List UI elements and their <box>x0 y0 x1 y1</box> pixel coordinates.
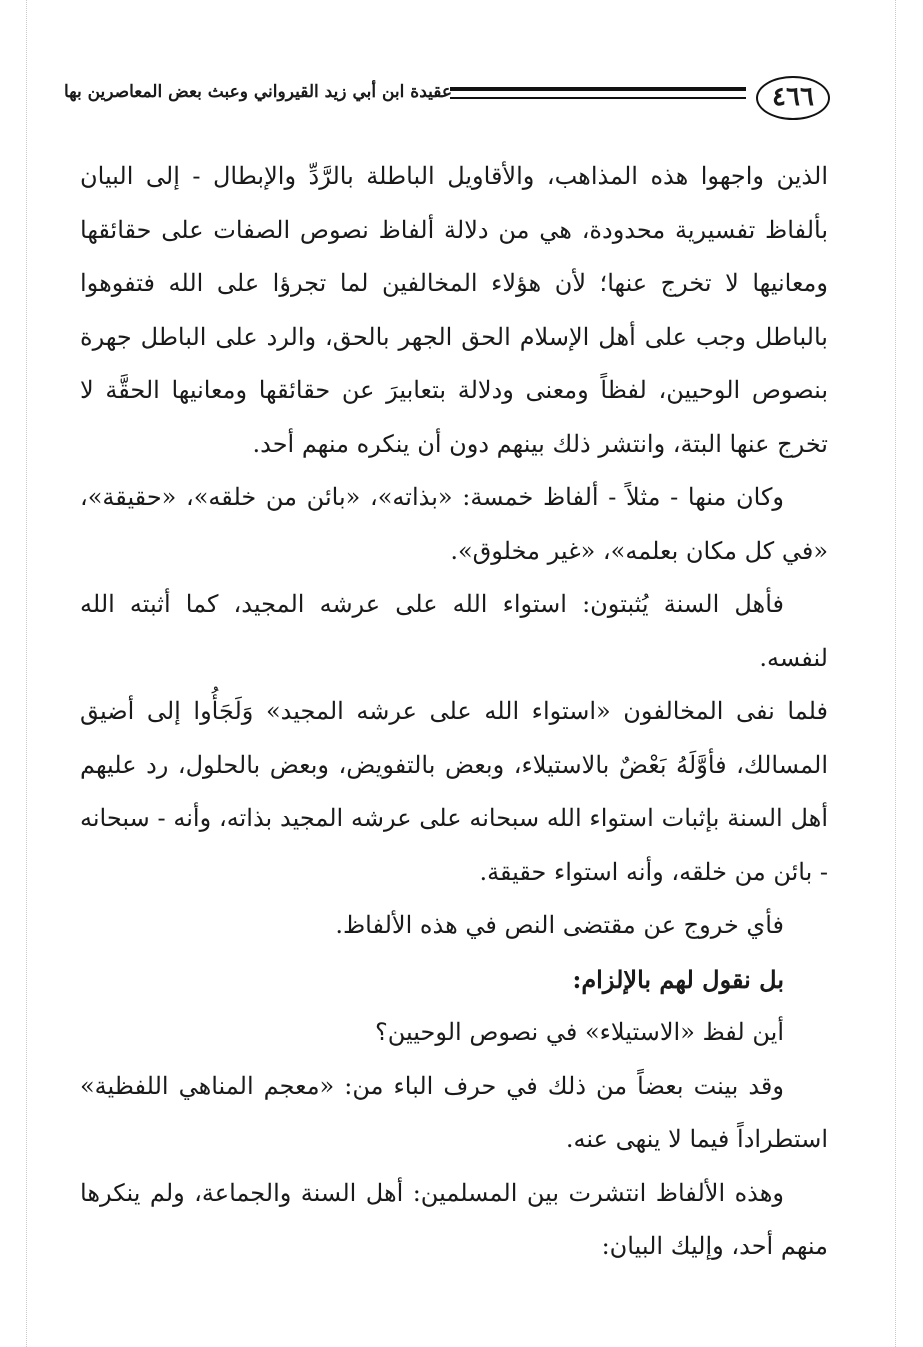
paragraph: فأهل السنة يُثبتون: استواء الله على عرشه المجيد، كما أثبته الله لنفسه. <box>80 590 828 672</box>
paragraph: بل نقول لهم بالإلزام: <box>572 964 784 994</box>
paragraph: فأي خروج عن مقتضى النص في هذه الألفاظ. <box>335 911 784 939</box>
header-rule <box>450 87 746 99</box>
scan-edge-right <box>895 0 896 1347</box>
paragraph: وكان منها - مثلاً - ألفاظ خمسة: «بذاته»، «بائن من خلقه»، «حقيقة»، «في كل مكان بعلمه»، «غير مخلوق». <box>80 483 828 565</box>
paragraph: فلما نفى المخالفون «استواء الله على عرشه المجيد» وَلَجَأُوا إلى أضيق المسالك، فأوَّلَهُ بَعْضٌ بالاستيلاء، وبعض بالتفويض، وبعض بالحلول، رد عليهم أهل السنة بإثبات استواء الله سبحانه على عرشه المجيد بذاته، وأنه - سبحانه - بائن من خلقه، وأنه استواء حقيقة. <box>80 697 829 886</box>
paragraph: وهذه الألفاظ انتشرت بين المسلمين: أهل السنة والجماعة، ولم ينكرها منهم أحد، وإليك البيان: <box>80 1178 828 1260</box>
running-title: عقيدة ابن أبي زيد القيرواني وعبث بعض المعاصرين بها <box>63 82 452 102</box>
paragraph: الذين واجهوا هذه المذاهب، والأقاويل الباطلة بالرَّدِّ والإبطال - إلى البيان بألفاظ تفسيرية محدودة، هي من دلالة ألفاظ نصوص الصفات على حقائقها ومعانيها لا تخرج عنها؛ لأن هؤلاء المخالفين لما تجرؤا على الله فتفوهوا بالباطل وجب على أهل الإسلام الحق الجهر بالحق، والرد على الباطل جهرة بنصوص الوحيين، لفظاً ومعنى ودلالة بتعابيرَ عن حقائقها ومعانيها الحقَّة لا تخرج عنها البتة، وانتشر ذلك بينهم دون أن ينكره منهم أحد. <box>80 162 828 458</box>
paragraph: أين لفظ «الاستيلاء» في نصوص الوحيين؟ <box>374 1018 784 1046</box>
page-number: ٤٦٦ <box>756 76 830 120</box>
body-text <box>80 150 828 1274</box>
running-header <box>63 76 830 122</box>
scan-edge-left <box>26 0 27 1347</box>
paragraph: وقد بينت بعضاً من ذلك في حرف الباء من: «معجم المناهي اللفظية» استطراداً فيما لا ينهى عنه. <box>80 1071 828 1153</box>
